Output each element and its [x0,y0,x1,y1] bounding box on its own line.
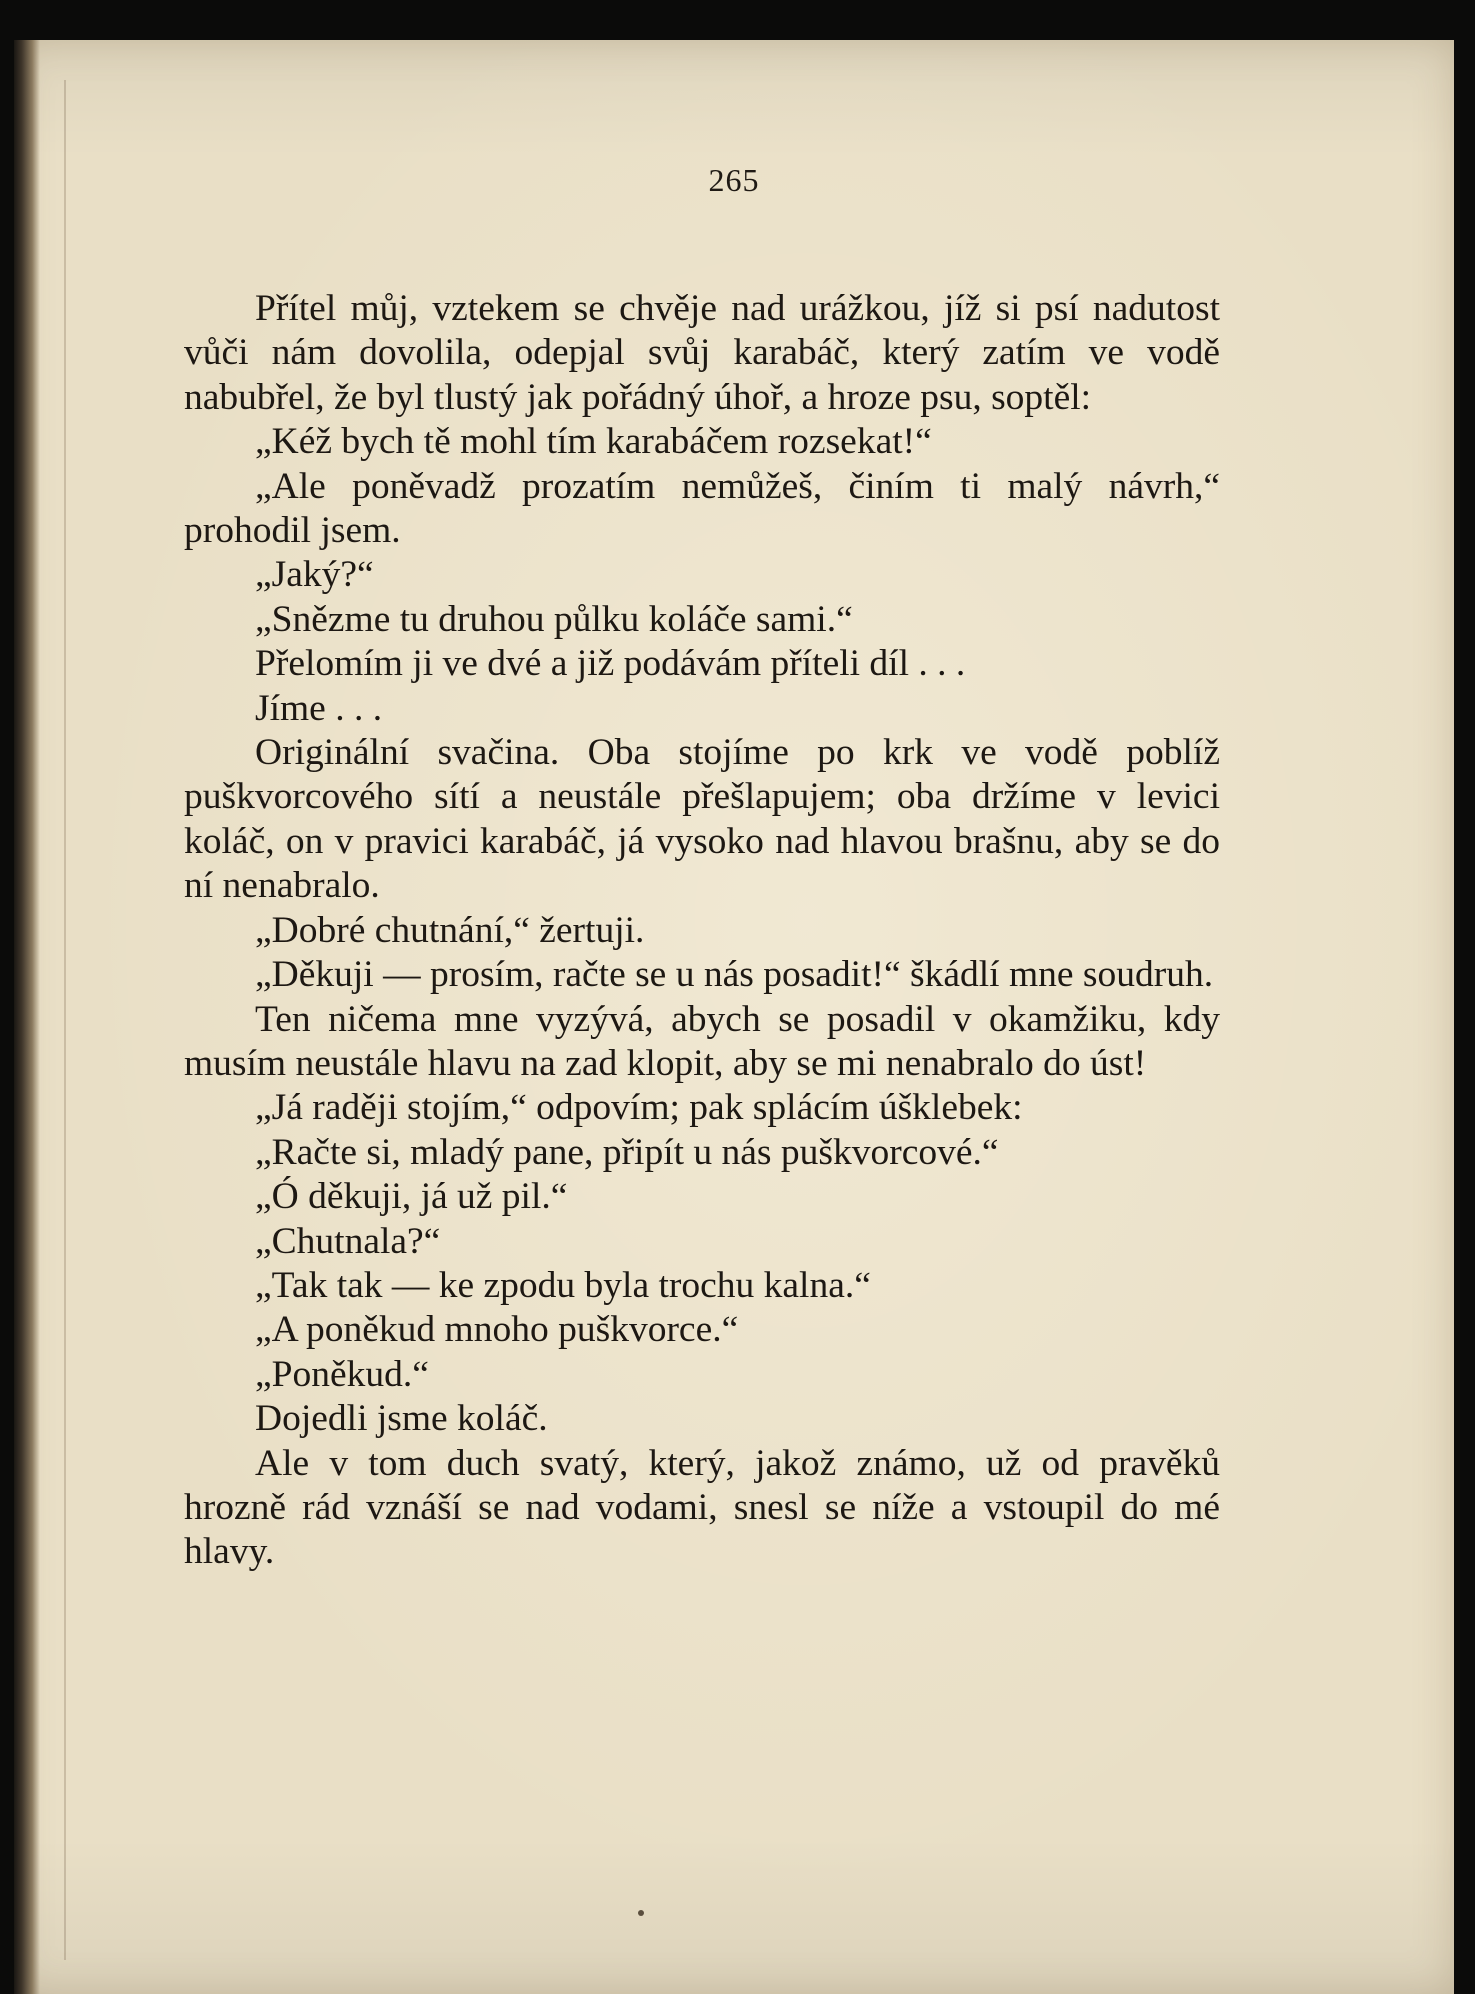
gutter-shadow [64,80,66,1960]
paper-speck [638,1910,644,1916]
book-spine [14,40,40,1994]
paragraph-18: „Poněkud.“ [255,1353,429,1395]
paragraph-19: Dojedli jsme koláč. [255,1398,548,1440]
paragraph-11: Ten ničema mne vyzývá, abych se posadil v okamžiku, kdy musím neustále hlavu na zad klopit, aby se mi nenabralo do úst! [184,998,1220,1084]
paragraph-13: „Račte si, mladý pane, připít u nás puškvorcové.“ [255,1131,999,1173]
paragraph-6: Přelomím ji ve dvé a již podávám příteli díl . . . [255,643,966,685]
paragraph-16: „Tak tak — ke zpodu byla trochu kalna.“ [255,1264,871,1306]
paragraph-8: Originální svačina. Oba stojíme po krk ve vodě poblíž puškvorcového sítí a neustále přešlapujem; oba držíme v levici koláč, on v pravici karabáč, já vysoko nad hlavou brašnu, aby se do ní nenabralo. [184,732,1220,907]
paragraph-12: „Já raději stojím,“ odpovím; pak splácím úšklebek: [255,1087,1023,1129]
paragraph-10: „Děkuji — prosím, račte se u nás posadit!“ škádlí mne soudruh. [255,954,1214,996]
book-page [14,40,1454,1994]
paragraph-1: Přítel můj, vztekem se chvěje nad urážkou, jíž si psí nadutost vůči nám dovolila, odepjal svůj karabáč, který zatím ve vodě nabubřel, že byl tlustý jak pořádný úhoř, a hroze psu, soptěl: [184,288,1220,418]
paragraph-9: „Dobré chutnání,“ žertuji. [255,909,645,951]
paragraph-7: Jíme . . . [255,687,383,729]
paragraph-17: „A poněkud mnoho puškvorce.“ [255,1309,739,1351]
paragraph-3: „Ale poněvadž prozatím nemůžeš, činím ti malý návrh,“ prohodil jsem. [184,465,1220,552]
page-number: 265 [708,162,760,198]
paragraph-5: „Snězme tu druhou půlku koláče sami.“ [255,598,853,640]
paragraph-14: „Ó děkuji, já už pil.“ [255,1176,568,1218]
paragraph-2: „Kéž bych tě mohl tím karabáčem rozsekat!“ [255,421,932,463]
paragraph-20: Ale v tom duch svatý, který, jakož známo, už od pravěků hrozně rád vznáší se nad vodami, snesl se níže a vstoupil do mé hlavy. [184,1442,1220,1573]
body-text [184,287,1220,1575]
paragraph-4: „Jaký?“ [255,554,374,596]
paragraph-15: „Chutnala?“ [255,1220,441,1262]
